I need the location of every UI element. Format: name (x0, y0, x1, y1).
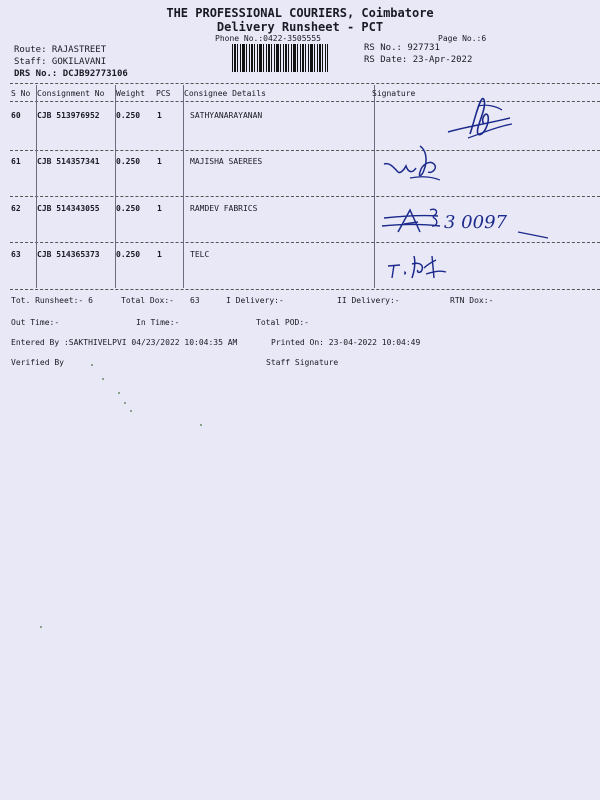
header-pcs: PCS (156, 89, 171, 98)
row-divider (10, 150, 600, 151)
signature-row-61 (380, 142, 450, 186)
row-pcs: 1 (157, 250, 162, 259)
ii-delivery: II Delivery:- (337, 296, 400, 305)
row-pcs: 1 (157, 157, 162, 166)
scan-speck (118, 392, 120, 394)
signature-row-62 (378, 204, 563, 244)
scan-speck (40, 626, 42, 628)
in-time: In Time:- (136, 318, 180, 327)
document-title: Delivery Runsheet - PCT (216, 20, 384, 34)
row-consignee: SATHYANARAYANAN (190, 111, 263, 120)
row-weight: 0.250 (116, 204, 141, 213)
row-sno: 63 (11, 250, 21, 259)
total-dox-label: Total Dox:- (121, 296, 174, 305)
row-consignment: CJB 513976952 (37, 111, 100, 120)
phone-number: Phone No.:0422-3505555 (215, 34, 321, 43)
scan-speck (124, 402, 126, 404)
table-bottom-rule (10, 289, 600, 290)
handwritten-note: 3 0097 (444, 212, 507, 233)
verified-by: Verified By (11, 358, 64, 367)
rs-date: RS Date: 23-Apr-2022 (364, 55, 473, 65)
row-consignee: TELC (190, 250, 210, 259)
row-divider (10, 196, 600, 197)
row-consignment: CJB 514343055 (37, 204, 100, 213)
row-sno: 61 (11, 157, 21, 166)
row-weight: 0.250 (116, 250, 141, 259)
row-pcs: 1 (157, 204, 162, 213)
barcode (232, 44, 328, 72)
entered-by: Entered By :SAKTHIVELPVI 04/23/2022 10:04:35 AM (11, 338, 238, 347)
row-pcs: 1 (157, 111, 162, 120)
scan-speck (91, 364, 93, 366)
printed-on: Printed On: 23-04-2022 10:04:49 (271, 338, 421, 347)
row-consignee: MAJISHA SAEREES (190, 157, 263, 166)
route-label: Route: RAJASTREET (14, 45, 107, 55)
signature-row-60 (440, 94, 520, 144)
row-sno: 62 (11, 204, 21, 213)
row-consignment: CJB 514357341 (37, 157, 100, 166)
page-number: Page No.:6 (438, 34, 487, 43)
row-sno: 60 (11, 111, 21, 120)
total-pod: Total POD:- (256, 318, 309, 327)
total-dox-value: 63 (190, 296, 200, 305)
header-sno: S No (11, 89, 31, 98)
staff-signature: Staff Signature (266, 358, 339, 367)
row-weight: 0.250 (116, 157, 141, 166)
column-rule (374, 85, 375, 288)
row-weight: 0.250 (116, 111, 141, 120)
scan-speck (102, 378, 104, 380)
staff-label: Staff: GOKILAVANI (14, 57, 107, 67)
header-consignment: Consignment No (37, 89, 105, 98)
signature-row-63 (380, 250, 450, 284)
scan-speck (200, 424, 202, 426)
header-consignee: Consignee Details (184, 89, 266, 98)
row-consignment: CJB 514365373 (37, 250, 100, 259)
rtn-dox: RTN Dox:- (450, 296, 494, 305)
header-signature: Signature (372, 89, 416, 98)
column-rule (183, 85, 184, 288)
tot-runsheet: Tot. Runsheet:- 6 (11, 296, 93, 305)
company-name: THE PROFESSIONAL COURIERS, Coimbatore (166, 6, 434, 20)
rs-number: RS No.: 927731 (364, 43, 440, 53)
scan-speck (130, 410, 132, 412)
header-weight: Weight (116, 89, 145, 98)
row-consignee: RAMDEV FABRICS (190, 204, 258, 213)
table-top-rule (10, 83, 600, 84)
drs-number: DRS No.: DCJB92773106 (14, 69, 128, 79)
i-delivery: I Delivery:- (226, 296, 284, 305)
out-time: Out Time:- (11, 318, 60, 327)
